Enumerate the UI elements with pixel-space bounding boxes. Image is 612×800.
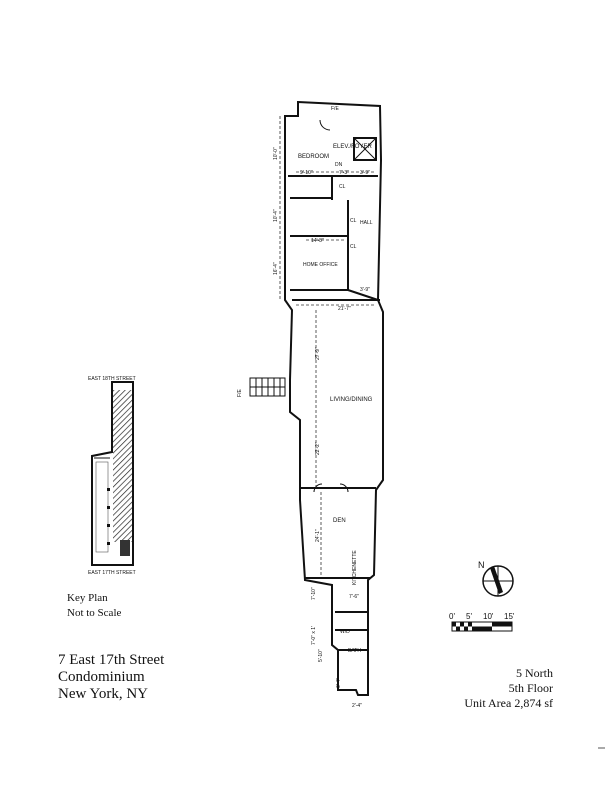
scale-tick-5: 5' — [466, 612, 472, 621]
dim-label: 5'-10" — [318, 649, 324, 662]
room-label-den: DEN — [333, 518, 346, 524]
dim-label: 6'-4" — [336, 678, 342, 688]
dim-label: 24'-1" — [315, 529, 321, 542]
dim-label: 2'-4" — [352, 703, 362, 709]
north-arrow — [478, 560, 513, 596]
dim-label: 21'-7" — [338, 306, 351, 312]
building-city: New York, NY — [58, 686, 149, 702]
label-fe-side: F/E — [237, 389, 243, 397]
building-type: Condominium — [58, 669, 145, 685]
room-label-dn: DN — [335, 162, 343, 168]
dim-label: 3'-9" — [360, 170, 370, 176]
scale-tick-10: 10' — [483, 612, 494, 621]
dim-label: 7'-3" — [339, 170, 349, 176]
room-label-bath: BATH — [348, 648, 361, 654]
room-label-bedroom: BEDROOM — [298, 154, 330, 160]
unit-floor: 5th Floor — [508, 681, 553, 695]
room-label-home-office: HOME OFFICE — [303, 262, 338, 268]
key-plan-top-street: EAST 18TH STREET — [88, 376, 136, 382]
room-label-kitchenette: KITCHENETTE — [352, 550, 358, 585]
dim-label: 22'-2" — [315, 442, 321, 455]
stair — [250, 378, 285, 396]
building-info — [58, 652, 164, 703]
room-label-living-dining: LIVING/DINING — [330, 397, 373, 403]
unit-area: Unit Area 2,874 sf — [464, 696, 553, 710]
building-address: 7 East 17th Street — [58, 652, 165, 668]
dim-label: 7'-10" — [311, 587, 317, 600]
room-label-closet-1: CL — [339, 184, 346, 190]
key-plan-caption-line2: Not to Scale — [67, 607, 122, 619]
key-plan-caption — [67, 591, 121, 621]
key-plan-bottom-street: EAST 17TH STREET — [88, 570, 136, 576]
room-label-hall: HALL — [360, 220, 373, 226]
dim-label: 10'-4" — [273, 209, 279, 222]
unit-name: 5 North — [516, 666, 553, 680]
dim-label: 16'-4" — [273, 262, 279, 275]
label-fe-top: F/E — [331, 106, 339, 112]
dim-label: 27'-9" — [315, 347, 321, 360]
dim-label: 3'-9" — [360, 287, 370, 293]
scale-tick-15: 15' — [504, 612, 515, 621]
dim-label: 7'-6" — [349, 594, 359, 600]
room-label-closet-2: CL — [350, 218, 357, 224]
scale-bar — [449, 612, 515, 631]
unit-info — [430, 666, 553, 711]
dim-label: 10'-0" — [273, 147, 279, 160]
key-plan-caption-line1: Key Plan — [67, 592, 108, 604]
north-label: N — [478, 560, 485, 570]
dim-label: 9'-10" — [300, 170, 313, 176]
room-label-closet-3: CL — [350, 244, 357, 250]
dim-label: 7'-0" x 1' — [311, 626, 317, 645]
scale-tick-0: 0' — [449, 612, 455, 621]
room-label-elev-foyer: ELEV./FOYER — [333, 144, 372, 150]
room-label-washer-dryer: W/D — [340, 629, 350, 635]
key-plan — [88, 376, 136, 576]
dim-label: 14'-8" — [311, 238, 324, 244]
